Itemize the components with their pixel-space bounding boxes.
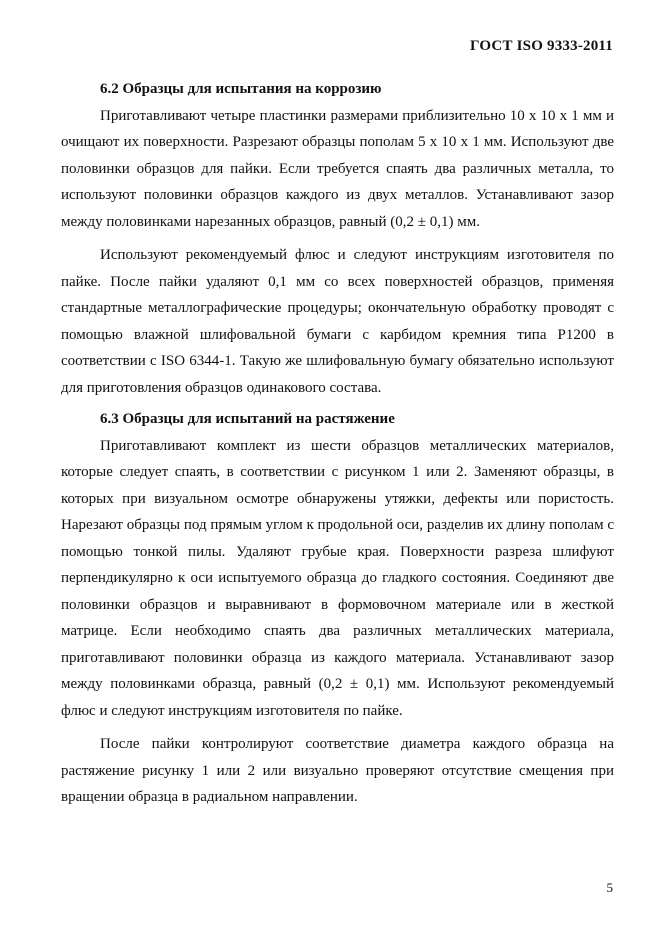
document-code: ГОСТ ISO 9333-2011 <box>470 38 613 54</box>
section-6-3-paragraph-2: После пайки контролируют соответствие диаметра каждого образца на растяжение рисунку 1 или 2 или визуально проверяют отсутствие смещения при вращении образца в радиальном направлении. <box>61 736 614 805</box>
section-6-2-heading: 6.2 Образцы для испытания на коррозию <box>100 81 382 97</box>
section-6-2-paragraph-2: Используют рекомендуемый флюс и следуют инструкциям изготовителя по пайке. После пайки удаляют 0,1 мм со всех поверхностей образцов, применяя стандартные металлографические процедуры; окончательную обработку проводят с помощью влажной шлифовальной бумаги с карбидом кремния типа Р1200 в соответствии с ISO 6344-1. Такую же шлифовальную бумагу обязательно используют для приготовления образцов одинакового состава. <box>61 247 614 396</box>
section-6-3-heading: 6.3 Образцы для испытаний на растяжение <box>100 411 395 427</box>
section-6-2-paragraph-1: Приготавливают четыре пластинки размерами приблизительно 10 х 10 х 1 мм и очищают их поверхности. Разрезают образцы пополам 5 х 10 х 1 мм. Используют две половинки образцов для пайки. Если требуется спаять два различных металла, то используют половинки образцов каждого из двух металлов. Устанавливают зазор между половинками нарезанных образцов, равный (0,2 ± 0,1) мм. <box>61 107 614 230</box>
page-number: 5 <box>606 880 613 895</box>
section-6-3-paragraph-1: Приготавливают комплект из шести образцов металлических материалов, которые следует спаять, в соответствии с рисунком 1 или 2. Заменяют образцы, в которых при визуальном осмотре обнаружены утяжки, дефекты или пористость. Нарезают образцы под прямым углом к продольной оси, разделив их длину пополам с помощью тонкой пилы. Удаляют грубые края. Поверхности разреза шлифуют перпендикулярно к оси испытуемого образца до гладкого состояния. Соединяют две половинки образцов и выравнивают в формовочном материале или в жесткой матрице. Если необходимо спаять два различных металлических материала, приготавливают половинки образца из каждого материала. Устанавливают зазор между половинками образца, равный (0,2 ± 0,1) мм. Используют рекомендуемый флюс и следуют инструкциям изготовителя по пайке. <box>61 437 614 719</box>
page-content <box>61 76 614 811</box>
